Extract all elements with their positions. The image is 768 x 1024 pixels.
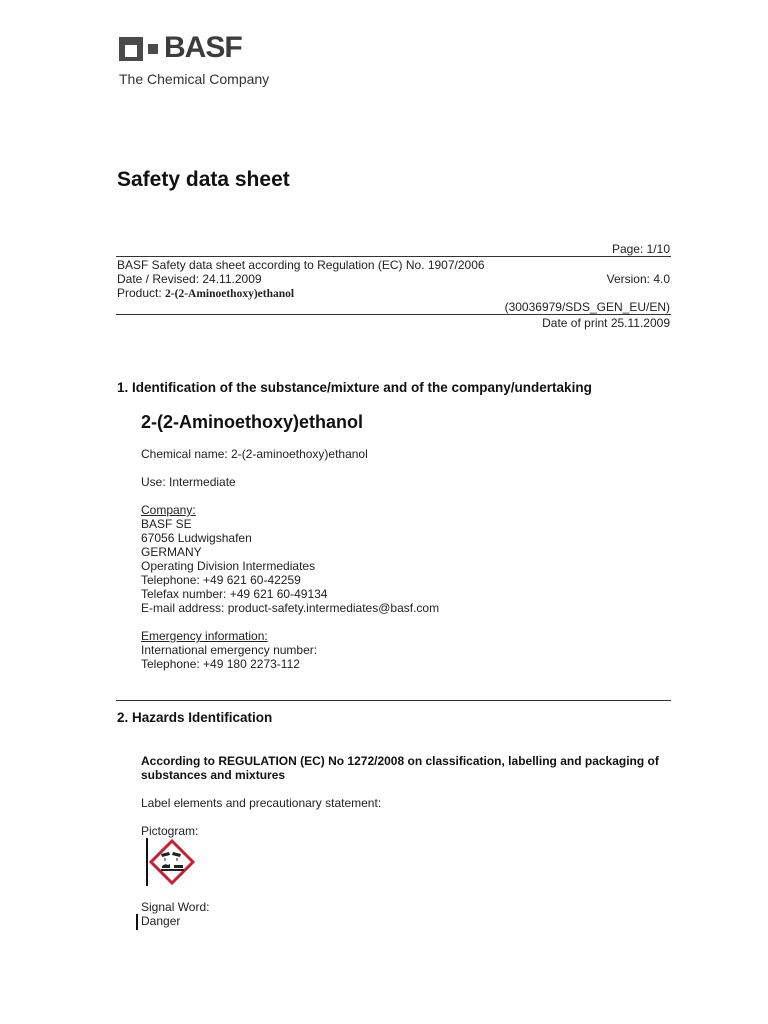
label-elements: Label elements and precautionary statement: <box>141 796 382 810</box>
product-line <box>117 286 294 300</box>
date-revised: Date / Revised: 24.11.2009 <box>117 272 262 286</box>
emergency-line: Telephone: +49 180 2273-112 <box>141 657 300 671</box>
company-line: Operating Division Intermediates <box>141 559 316 573</box>
company-line: Telephone: +49 621 60-42259 <box>141 573 301 587</box>
emergency-line: International emergency number: <box>141 643 318 657</box>
product-name: 2-(2-Aminoethoxy)ethanol <box>165 288 295 300</box>
company-line: E-mail address: product-safety.intermediates@basf.com <box>141 601 440 615</box>
page-number: Page: 1/10 <box>611 242 670 256</box>
emergency-label: Emergency information: <box>141 629 268 643</box>
logo-wordmark: BASF <box>164 31 242 64</box>
product-label: Product: <box>117 286 166 300</box>
date-of-print: Date of print 25.11.2009 <box>542 316 670 330</box>
pictogram-label: Pictogram: <box>141 824 199 838</box>
company-tagline: The Chemical Company <box>119 71 270 87</box>
section-2-heading: 2. Hazards Identification <box>117 710 273 725</box>
company-line: Telefax number: +49 621 60-49134 <box>141 587 328 601</box>
regulation-line: BASF Safety data sheet according to Regulation (EC) No. 1907/2006 <box>117 258 485 272</box>
company-line: BASF SE <box>141 517 192 531</box>
logo-square-solid <box>148 44 158 54</box>
section-divider <box>116 700 671 701</box>
company-label: Company: <box>141 503 196 517</box>
page-title: Safety data sheet <box>117 168 290 191</box>
product-heading: 2-(2-Aminoethoxy)ethanol <box>141 412 364 432</box>
document-id: (30036979/SDS_GEN_EU/EN) <box>504 300 670 314</box>
header-bottom-divider <box>116 314 671 315</box>
corrosion-pictogram-icon <box>149 839 195 885</box>
use: Use: Intermediate <box>141 475 236 489</box>
company-line: 67056 Ludwigshafen <box>141 531 252 545</box>
revision-bar <box>136 914 138 930</box>
revision-bar <box>146 838 148 886</box>
regulation-statement: According to REGULATION (EC) No 1272/2008 on classification, labelling and packaging of <box>141 754 659 768</box>
logo-square-outline <box>119 37 143 61</box>
version: Version: 4.0 <box>606 272 670 286</box>
signal-word: Danger <box>141 914 181 928</box>
signal-word-label: Signal Word: <box>141 900 210 914</box>
regulation-statement: substances and mixtures <box>141 768 286 782</box>
section-1-heading: 1. Identification of the substance/mixture and of the company/undertaking <box>117 380 592 395</box>
company-line: GERMANY <box>141 545 202 559</box>
chemical-name: Chemical name: 2-(2-aminoethoxy)ethanol <box>141 447 368 461</box>
header-top-divider <box>116 256 671 257</box>
